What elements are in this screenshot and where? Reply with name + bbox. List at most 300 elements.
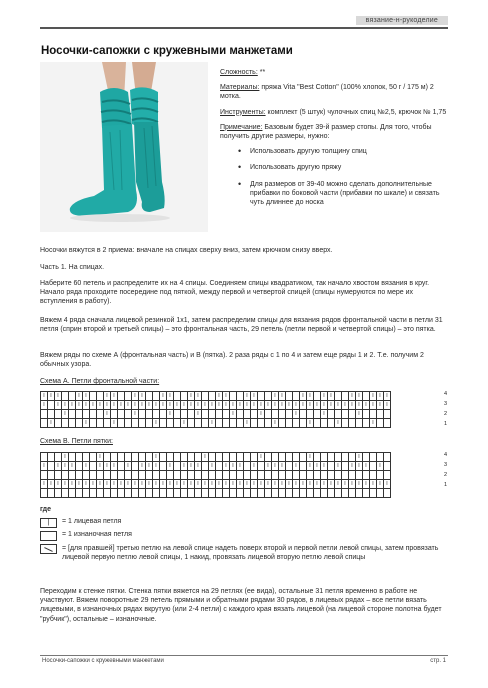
chart-cell: [76, 462, 83, 471]
chart-cell: [202, 419, 209, 428]
chart-cell: ǀ: [314, 401, 321, 410]
chart-cell: [370, 462, 377, 471]
list-item: • Для размеров от 39-40 можно сделать дополнительные прибавки по боковой части (прибавки по шкале) и связать чуть длиннее до носка: [250, 180, 452, 208]
chart-cell: ǀ: [321, 462, 328, 471]
chart-cell: [265, 471, 272, 480]
chart-cell: [286, 489, 293, 498]
chart-cell: ǀ: [104, 410, 111, 419]
chart-cell: [258, 419, 265, 428]
chart-cell: [223, 419, 230, 428]
chart-cell: [216, 453, 223, 462]
chart-cell: [160, 419, 167, 428]
chart-cell: ǀ: [48, 392, 55, 401]
chart-cell: [300, 419, 307, 428]
chart-cell: [307, 489, 314, 498]
chart-cell: [167, 419, 174, 428]
chart-cell: ǀ: [195, 401, 202, 410]
chart-cell: [118, 392, 125, 401]
chart-cell: [342, 392, 349, 401]
chart-cell: ǀ: [363, 462, 370, 471]
chart-cell: [174, 471, 181, 480]
chart-cell: [90, 489, 97, 498]
chart-cell: ǀ: [111, 480, 118, 489]
chart-cell: ǀ: [307, 419, 314, 428]
chart-cell: ǀ: [97, 462, 104, 471]
chart-cell: [230, 489, 237, 498]
chart-cell: ǀ: [69, 480, 76, 489]
chart-cell: [272, 471, 279, 480]
note-label: Примечание:: [220, 123, 263, 131]
chart-cell: ǀ: [279, 401, 286, 410]
chart-cell: ǀ: [300, 401, 307, 410]
chart-cell: ǀ: [328, 480, 335, 489]
legend-title: где: [40, 506, 51, 513]
chart-cell: ǀ: [216, 480, 223, 489]
chart-cell: ǀ: [181, 462, 188, 471]
chart-cell: ǀ: [139, 462, 146, 471]
chart-cell: [195, 419, 202, 428]
chart-cell: [188, 471, 195, 480]
chart-cell: [286, 419, 293, 428]
chart-cell: [328, 471, 335, 480]
chart-cell: [223, 410, 230, 419]
chart-cell: ǀ: [111, 419, 118, 428]
chart-cell: [342, 462, 349, 471]
sock-photo: [40, 62, 208, 232]
chart-cell: [335, 489, 342, 498]
chart-cell: [83, 471, 90, 480]
chart-cell: [370, 453, 377, 462]
chart-cell: [384, 471, 391, 480]
pattern-info: [220, 68, 452, 214]
chart-cell: ǀ: [48, 480, 55, 489]
chart-cell: [293, 392, 300, 401]
chart-cell: [62, 419, 69, 428]
chart-cell: ǀ: [83, 401, 90, 410]
chart-cell: ǀ: [363, 480, 370, 489]
chart-cell: ǀ: [307, 462, 314, 471]
chart-cell: [174, 453, 181, 462]
chart-cell: [153, 489, 160, 498]
chart-cell: [314, 489, 321, 498]
chart-cell: [125, 453, 132, 462]
chart-cell: ǀ: [279, 462, 286, 471]
chart-cell: [167, 453, 174, 462]
chart-cell: [265, 419, 272, 428]
chart-cell: [48, 489, 55, 498]
chart-cell: ǀ: [83, 419, 90, 428]
chart-cell: ǀ: [55, 480, 62, 489]
chart-row-number: 2: [444, 472, 448, 478]
chart-cell: ǀ: [132, 392, 139, 401]
chart-cell: ǀ: [272, 392, 279, 401]
chart-cell: [300, 453, 307, 462]
chart-cell: [293, 453, 300, 462]
chart-cell: [286, 471, 293, 480]
chart-cell: [160, 489, 167, 498]
chart-cell: ǀ: [41, 392, 48, 401]
chart-a-grid: [40, 391, 391, 428]
chart-cell: [314, 471, 321, 480]
chart-cell: [90, 462, 97, 471]
chart-cell: [314, 419, 321, 428]
chart-cell: ǀ: [174, 480, 181, 489]
chart-cell: [125, 392, 132, 401]
chart-cell: [132, 462, 139, 471]
chart-cell: [118, 453, 125, 462]
chart-cell: ǀ: [286, 480, 293, 489]
chart-cell: [216, 462, 223, 471]
chart-cell: [90, 410, 97, 419]
chart-cell: [195, 489, 202, 498]
chart-cell: [181, 410, 188, 419]
chart-cell: ǀ: [300, 480, 307, 489]
chart-cell: [83, 410, 90, 419]
chart-cell: [181, 392, 188, 401]
chart-cell: [377, 471, 384, 480]
chart-cell: [286, 392, 293, 401]
chart-cell: ǀ: [272, 419, 279, 428]
chart-cell: [97, 392, 104, 401]
chart-cell: [328, 410, 335, 419]
chart-cell: [41, 419, 48, 428]
chart-cell: [349, 410, 356, 419]
chart-cell: [111, 453, 118, 462]
chart-cell: ǀ: [279, 480, 286, 489]
chart-cell: ǀ: [90, 480, 97, 489]
chart-cell: ǀ: [258, 410, 265, 419]
chart-cell: [356, 471, 363, 480]
chart-cell: ǀ: [251, 392, 258, 401]
chart-cell: [195, 471, 202, 480]
chart-cell: [265, 453, 272, 462]
chart-cell: [321, 453, 328, 462]
chart-cell: [209, 489, 216, 498]
chart-cell: ǀ: [321, 410, 328, 419]
chart-cell: [76, 489, 83, 498]
chart-cell: [139, 471, 146, 480]
chart-a-title-text: Схема А. Петли фронтальной части:: [40, 378, 160, 385]
chart-cell: [237, 489, 244, 498]
chart-cell: [237, 392, 244, 401]
chart-cell: ǀ: [41, 401, 48, 410]
chart-b-title-text: Схема В. Петли пятки:: [40, 438, 113, 445]
chart-cell: [328, 419, 335, 428]
chart-cell: [146, 419, 153, 428]
chart-cell: [363, 392, 370, 401]
chart-cell: ǀ: [321, 480, 328, 489]
chart-cell: [363, 410, 370, 419]
chart-b-title: [40, 438, 113, 445]
chart-cell: [349, 489, 356, 498]
chart-cell: [118, 410, 125, 419]
chart-cell: [146, 410, 153, 419]
chart-cell: [90, 471, 97, 480]
chart-cell: ǀ: [223, 480, 230, 489]
purl-symbol-icon: [40, 531, 57, 541]
chart-cell: ǀ: [307, 480, 314, 489]
chart-cell: ǀ: [349, 392, 356, 401]
chart-cell: [125, 489, 132, 498]
legend-text: = 1 изнаночная петля: [62, 531, 132, 538]
chart-cell: [69, 410, 76, 419]
page-number: стр. 1: [430, 658, 446, 664]
chart-cell: [279, 471, 286, 480]
chart-cell: [272, 410, 279, 419]
chart-cell: [370, 410, 377, 419]
chart-a-title: [40, 378, 159, 385]
chart-cell: ǀ: [251, 480, 258, 489]
chart-cell: ǀ: [160, 480, 167, 489]
chart-cell: [349, 471, 356, 480]
chart-cell: ǀ: [69, 401, 76, 410]
part1-title: Часть 1. На спицах.: [40, 264, 105, 271]
chart-cell: ǀ: [237, 462, 244, 471]
chart-cell: [363, 419, 370, 428]
chart-cell: [76, 471, 83, 480]
chart-cell: ǀ: [230, 480, 237, 489]
chart-cell: ǀ: [328, 392, 335, 401]
chart-cell: [328, 489, 335, 498]
chart-cell: ǀ: [237, 480, 244, 489]
chart-cell: [251, 489, 258, 498]
paragraph-rib: Вяжем 4 ряда сначала лицевой резинкой 1х1, затем распределим спицы для вязания рядов фронтальной части в петли 31 петля (сприн второй и третьей спицы) – это фронтальная часть, 29 петель (петли первой и четвертой спицы) – это пятка.: [40, 317, 443, 334]
chart-b-grid: [40, 452, 391, 498]
chart-cell: [188, 419, 195, 428]
chart-cell: [335, 392, 342, 401]
chart-cell: [118, 419, 125, 428]
chart-cell: ǀ: [209, 419, 216, 428]
chart-cell: ǀ: [244, 392, 251, 401]
chart-cell: [160, 462, 167, 471]
chart-cell: [209, 392, 216, 401]
chart-cell: [83, 453, 90, 462]
chart-cell: ǀ: [209, 401, 216, 410]
chart-cell: [174, 419, 181, 428]
chart-cell: [48, 453, 55, 462]
chart-cell: ǀ: [188, 401, 195, 410]
chart-cell: [132, 419, 139, 428]
chart-cell: ǀ: [160, 401, 167, 410]
chart-cell: ǀ: [265, 480, 272, 489]
chart-cell: [349, 419, 356, 428]
chart-cell: [251, 471, 258, 480]
chart-cell: [104, 419, 111, 428]
chart-cell: ǀ: [202, 453, 209, 462]
chart-cell: ǀ: [209, 480, 216, 489]
chart-cell: ǀ: [335, 419, 342, 428]
chart-cell: [139, 489, 146, 498]
chart-cell: ǀ: [111, 401, 118, 410]
chart-cell: [286, 462, 293, 471]
chart-cell: [174, 410, 181, 419]
chart-cell: [146, 489, 153, 498]
chart-cell: ǀ: [62, 410, 69, 419]
chart-cell: [55, 410, 62, 419]
chart-cell: [90, 392, 97, 401]
chart-cell: [202, 471, 209, 480]
chart-cell: ǀ: [314, 462, 321, 471]
chart-cell: [202, 462, 209, 471]
chart-cell: ǀ: [223, 462, 230, 471]
chart-cell: ǀ: [125, 462, 132, 471]
chart-cell: [272, 453, 279, 462]
chart-cell: ǀ: [209, 462, 216, 471]
chart-cell: ǀ: [195, 410, 202, 419]
chart-cell: [307, 471, 314, 480]
page-title: Носочки-сапожки с кружевными манжетами: [41, 45, 293, 57]
chart-cell: [251, 453, 258, 462]
chart-cell: [293, 419, 300, 428]
chart-cell: [363, 489, 370, 498]
difficulty-label: Сложность:: [220, 69, 258, 76]
chart-cell: ǀ: [83, 392, 90, 401]
chart-cell: ǀ: [146, 480, 153, 489]
chart-cell: ǀ: [167, 480, 174, 489]
chart-cell: ǀ: [349, 462, 356, 471]
chart-cell: ǀ: [195, 480, 202, 489]
chart-cell: [377, 410, 384, 419]
legend-item-knit: [40, 518, 121, 528]
chart-cell: [97, 419, 104, 428]
chart-cell: ǀ: [62, 401, 69, 410]
chart-cell: [104, 489, 111, 498]
chart-cell: [97, 471, 104, 480]
chart-cell: ǀ: [349, 480, 356, 489]
chart-cell: [342, 410, 349, 419]
list-item: • Использовать другую толщину спиц: [250, 147, 452, 156]
chart-cell: [300, 489, 307, 498]
chart-cell: [265, 489, 272, 498]
chart-cell: [69, 471, 76, 480]
chart-cell: [356, 419, 363, 428]
chart-cell: [146, 453, 153, 462]
chart-cell: ǀ: [195, 392, 202, 401]
chart-cell: [342, 453, 349, 462]
chart-cell: ǀ: [181, 419, 188, 428]
chart-cell: ǀ: [97, 401, 104, 410]
materials-line: [220, 83, 452, 101]
chart-cell: ǀ: [258, 453, 265, 462]
chart-cell: ǀ: [223, 392, 230, 401]
chart-cell: ǀ: [328, 401, 335, 410]
chart-cell: [356, 489, 363, 498]
chart-cell: [76, 419, 83, 428]
chart-cell: ǀ: [230, 462, 237, 471]
chart-cell: ǀ: [48, 419, 55, 428]
chart-cell: [314, 453, 321, 462]
chart-cell: [335, 453, 342, 462]
chart-cell: ǀ: [62, 480, 69, 489]
chart-cell: [202, 392, 209, 401]
chart-cell: [48, 471, 55, 480]
chart-cell: ǀ: [202, 480, 209, 489]
chart-row-number: 1: [444, 482, 448, 488]
chart-cell: [342, 471, 349, 480]
chart-cell: [237, 471, 244, 480]
chart-cell: [55, 453, 62, 462]
chart-cell: ǀ: [153, 462, 160, 471]
chart-cell: [118, 462, 125, 471]
chart-cell: [307, 410, 314, 419]
chart-cell: ǀ: [139, 401, 146, 410]
chart-cell: ǀ: [370, 419, 377, 428]
chart-cell: [83, 489, 90, 498]
chart-cell: ǀ: [356, 453, 363, 462]
chart-cell: ǀ: [132, 401, 139, 410]
chart-cell: [265, 410, 272, 419]
chart-cell: [41, 453, 48, 462]
chart-row-number: 4: [444, 452, 448, 458]
chart-cell: [209, 471, 216, 480]
chart-cell: [202, 489, 209, 498]
chart-cell: ǀ: [97, 480, 104, 489]
chart-cell: [244, 462, 251, 471]
chart-cell: [286, 453, 293, 462]
chart-cell: ǀ: [356, 401, 363, 410]
chart-cell: ǀ: [111, 392, 118, 401]
chart-cell: ǀ: [202, 401, 209, 410]
note-line: [220, 123, 452, 141]
chart-cell: [237, 410, 244, 419]
chart-cell: [181, 471, 188, 480]
chart-cell: ǀ: [335, 480, 342, 489]
chart-cell: [188, 489, 195, 498]
chart-cell: [384, 462, 391, 471]
chart-cell: ǀ: [335, 462, 342, 471]
chart-cell: [237, 453, 244, 462]
chart-cell: [230, 392, 237, 401]
chart-cell: ǀ: [146, 401, 153, 410]
chart-cell: [258, 392, 265, 401]
chart-cell: [314, 410, 321, 419]
chart-cell: [223, 453, 230, 462]
chart-cell: ǀ: [377, 462, 384, 471]
chart-cell: [230, 471, 237, 480]
chart-cell: [146, 471, 153, 480]
chart-cell: [104, 453, 111, 462]
chart-cell: [251, 410, 258, 419]
chart-cell: [209, 410, 216, 419]
chart-cell: [139, 419, 146, 428]
tools-value: комплект (5 штук) чулочных спиц №2,5, крючок № 1,75: [267, 108, 447, 116]
chart-cell: [111, 489, 118, 498]
chart-row-number: 4: [444, 391, 448, 397]
chart-cell: [55, 489, 62, 498]
chart-cell: ǀ: [349, 401, 356, 410]
chart-cell: [111, 410, 118, 419]
tools-line: [220, 108, 452, 117]
chart-cell: ǀ: [146, 462, 153, 471]
cross-stitch-symbol-icon: [40, 544, 57, 554]
chart-cell: ǀ: [272, 480, 279, 489]
chart-cell: ǀ: [181, 401, 188, 410]
chart-cell: ǀ: [216, 401, 223, 410]
chart-cell: ǀ: [83, 462, 90, 471]
paragraph-heel: Переходим к стенке пятки. Стенка пятки вяжется на 29 петлях (ее вида), остальные 31 петля временно в работе не участвуют. Вяжем поворотные 29 петель прямыми и обратными рядами 30 рядов, в лицевых рядах – все петли вязать лицевыми, в изнаночных рядах вкрутую (или 2-4 петли) с каждого края вязать лицевой (на лицевой стороне полотна будет "рубчик"), остальные – изнаночные.: [40, 588, 442, 623]
chart-cell: [48, 401, 55, 410]
chart-cell: [104, 471, 111, 480]
chart-cell: [258, 471, 265, 480]
chart-cell: [342, 489, 349, 498]
chart-cell: [125, 419, 132, 428]
chart-cell: [188, 453, 195, 462]
materials-value: пряжа Vita "Best Cotton" (100% хлопок, 50 г / 175 м) 2 мотка.: [220, 84, 434, 101]
chart-cell: ǀ: [153, 419, 160, 428]
chart-cell: [160, 453, 167, 462]
chart-cell: ǀ: [258, 401, 265, 410]
chart-cell: ǀ: [286, 401, 293, 410]
